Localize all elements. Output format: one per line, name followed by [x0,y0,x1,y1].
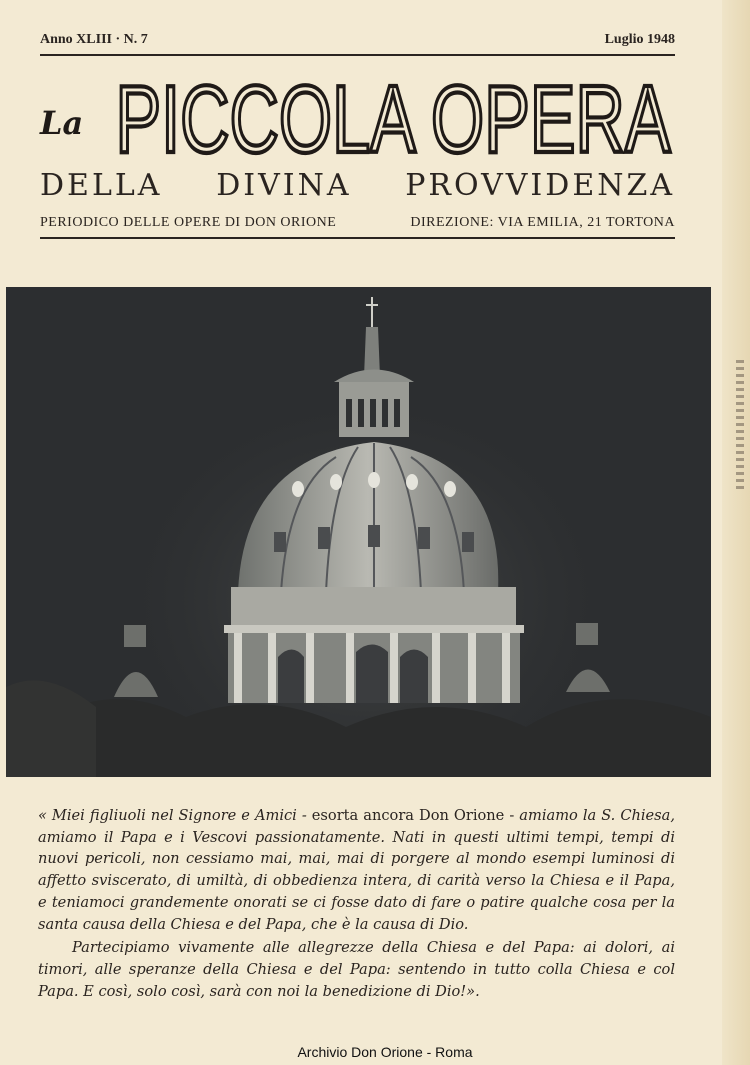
archive-label: Archivio Don Orione - Roma [293,1044,476,1060]
quote-paragraph [38,805,675,935]
address-label: DIREZIONE: VIA EMILIA, 21 TORTONA [410,215,675,230]
issue-header [40,32,675,48]
masthead-rule [40,237,675,239]
quote-body: amiamo la S. Chiesa, amiamo il Papa e i Vescovi passionatamente. Nati in questi ultimi tempi, tempi di nuovi pericoli, non cessiamo mai, mai, mai di porgere al mondo esempi luminosi di affetto sviscerato, di umiltà, di obbedienza intera, di carità verso la Chiesa e il Papa, e teniamoci grandemente onorati se ci fosse dato di fare o patire qualche cosa per la santa causa della Chiesa e del Papa, che è la causa di Dio. [38,807,676,933]
title-text: PICCOLA OPERA [115,68,671,160]
quote-attribution: esorta ancora Don Orione - [311,807,515,824]
title-prefix: La [40,104,84,142]
subtitle-word: DELLA [40,168,163,203]
quote-paragraph: Partecipiamo vivamente alle allegrezze della Chiesa e del Papa: ai dolori, ai timori, alle speranze della Chiesa e del Papa: sentendo in tutto colla Chiesa e col Papa. E così, solo così, sarà con noi la benedizione di Dio!». [38,939,675,1000]
issue-date: Luglio 1948 [604,32,675,47]
dome-illustration [6,287,711,777]
subtitle-word: PROVVIDENZA [405,168,675,203]
page-edge [722,0,750,1065]
quote-opening: « Miei figliuoli nel Signore e Amici - [38,807,307,824]
issue-number: Anno XLIII · N. 7 [40,32,148,47]
masthead-subline [40,215,675,231]
masthead-subtitle [40,168,675,203]
periodical-label: PERIODICO DELLE OPERE DI DON ORIONE [40,215,337,230]
header-rule [40,54,675,56]
binding-mark [736,360,744,490]
archive-footer [0,1044,750,1060]
subtitle-word: DIVINA [216,168,352,203]
cover-photo [6,287,711,777]
quote-block [38,805,675,1002]
masthead-title [112,68,675,160]
masthead [40,68,675,163]
